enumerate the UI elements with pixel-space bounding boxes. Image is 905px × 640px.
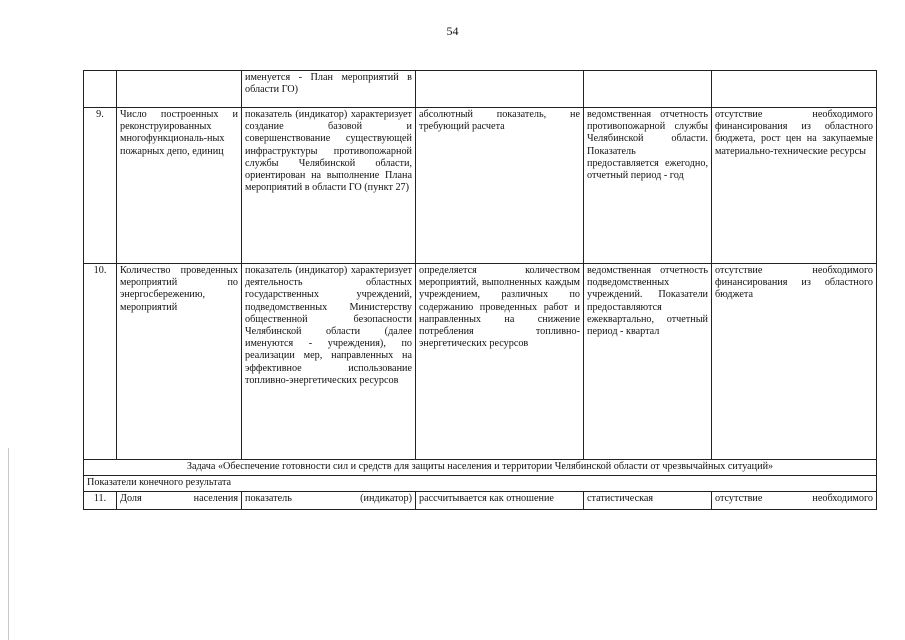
row-number [84, 71, 117, 108]
row-number: 10. [84, 264, 117, 460]
calculation-method: абсолютный показатель, не требующий расчета [416, 108, 584, 264]
calculation-method: определяется количеством мероприятий, выполненных каждым учреждением, различных по содержанию проведенных работ и направленных на снижение потребления топливно-энергетических ресурсов [416, 264, 584, 460]
table-row [84, 71, 877, 108]
table-row [84, 108, 877, 264]
data-source: ведомственная отчетность противопожарной службы Челябинской области. Показатель предоставляется ежегодно, отчетный период - год [584, 108, 712, 264]
data-source: ведомственная отчетность подведомственных учреждений. Показатели предоставляются ежеквартально, отчетный период - квартал [584, 264, 712, 460]
indicator-name: Число построенных и реконструированных многофункциональ-ных пожарных депо, единиц [117, 108, 242, 264]
table-row [84, 492, 877, 510]
task-heading: Задача «Обеспечение готовности сил и средств для защиты населения и территории Челябинской области от чрезвычайных ситуаций» [84, 460, 877, 476]
indicator-name: Доля населения [117, 492, 242, 510]
indicator-name: Количество проведенных мероприятий по энергосбережению, мероприятий [117, 264, 242, 460]
row-number: 9. [84, 108, 117, 264]
risk-factors: отсутствие необходимого финансирования из областного бюджета [712, 264, 877, 460]
indicator-definition: показатель (индикатор) характеризует деятельность областных государственных учреждений, подведомственных Министерству общественной безопасности Челябинской области (далее именуются - учреждения), по реализации мер, направленных на эффективное использование топливно-энергетических ресурсов [242, 264, 416, 460]
section-row [84, 476, 877, 492]
indicator-definition: показатель (индикатор) [242, 492, 416, 510]
section-heading: Показатели конечного результата [84, 476, 877, 492]
calculation-method [416, 71, 584, 108]
calculation-method: рассчитывается как отношение [416, 492, 584, 510]
risk-factors [712, 71, 877, 108]
indicators-table [83, 70, 877, 510]
row-number: 11. [84, 492, 117, 510]
risk-factors: отсутствие необходимого [712, 492, 877, 510]
table-row [84, 264, 877, 460]
indicator-definition: показатель (индикатор) характеризует создание базовой и совершенствование существующей инфраструктуры противопожарной службы Челябинской области, ориентирован на выполнение Плана мероприятий в области ГО (пункт 27) [242, 108, 416, 264]
indicator-name [117, 71, 242, 108]
data-source: статистическая [584, 492, 712, 510]
data-source [584, 71, 712, 108]
risk-factors: отсутствие необходимого финансирования из областного бюджета, рост цен на закупаемые материально-технические ресурсы [712, 108, 877, 264]
indicator-definition: именуется - План мероприятий в области ГО) [242, 71, 416, 108]
scan-edge-line [8, 448, 9, 640]
task-row [84, 460, 877, 476]
page-number: 54 [446, 24, 459, 38]
